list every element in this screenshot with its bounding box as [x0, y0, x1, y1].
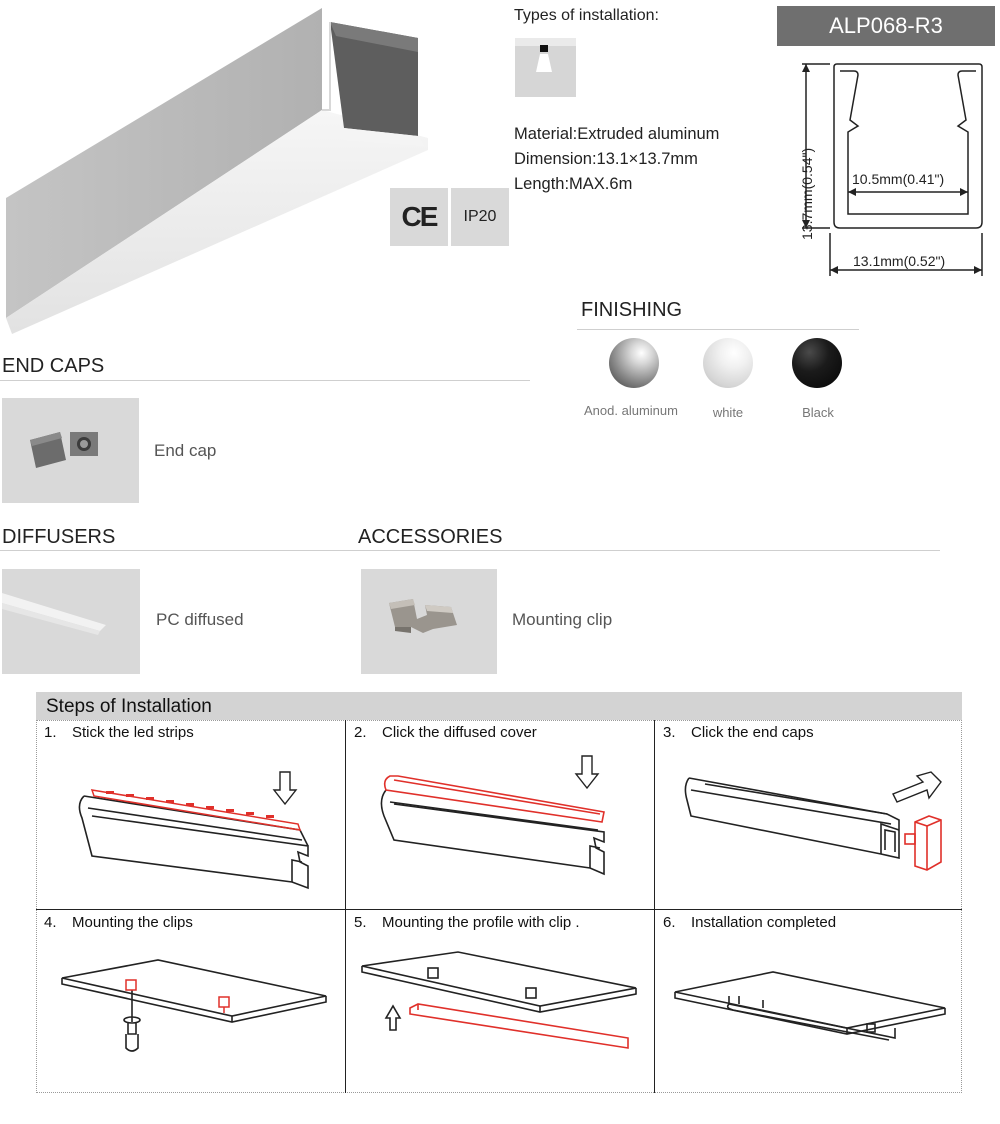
model-number: ALP068-R3: [777, 6, 995, 46]
ip20-badge: IP20: [451, 188, 509, 246]
height-dimension-label: 13.7mm(0.54"): [799, 147, 815, 240]
accessories-title: ACCESSORIES: [358, 526, 503, 548]
step-2-label: Click the diffused cover: [382, 724, 537, 741]
step-6-illustration: [655, 910, 963, 1093]
step-6-label: Installation completed: [691, 914, 837, 931]
step-4: [36, 910, 345, 1093]
step-1-label: Stick the led strips: [72, 724, 194, 741]
finish-label-white: white: [712, 405, 744, 420]
installation-title: Types of installation:: [514, 7, 659, 24]
end-caps-title: END CAPS: [2, 355, 105, 377]
profile-hero-image: [0, 0, 440, 340]
mounting-clip-label: Mounting clip: [512, 610, 613, 629]
step-6-number: 6.: [663, 914, 676, 931]
end-cap-image: [2, 398, 139, 503]
end-caps-divider: [0, 380, 530, 381]
pc-diffuser-label: PC diffused: [156, 610, 244, 629]
installation-steps-panel: [36, 692, 962, 1093]
spec-length: Length:MAX.6m: [514, 175, 633, 193]
finishing-title: FINISHING: [581, 299, 683, 321]
ce-badge: CE: [390, 188, 448, 246]
step-3-illustration: [655, 720, 963, 910]
steps-header: [36, 692, 962, 720]
inner-width-dimension-label: 10.5mm(0.41"): [852, 171, 945, 187]
mounting-clip-image: [361, 569, 497, 674]
step-3: [654, 720, 962, 910]
step-4-label: Mounting the clips: [72, 914, 193, 931]
pc-diffuser-image: [2, 569, 140, 674]
step-4-number: 4.: [44, 914, 57, 931]
step-1-illustration: [36, 720, 345, 910]
step-5-label: Mounting the profile with clip .: [382, 914, 580, 931]
step-1: [36, 720, 345, 910]
recessed-installation-icon: [515, 38, 576, 97]
step-1-number: 1.: [44, 724, 57, 741]
diffusers-accessories-divider: [0, 550, 940, 551]
step-2-illustration: [346, 720, 655, 910]
finishing-divider: [577, 329, 859, 330]
steps-title: Steps of Installation: [46, 696, 212, 717]
step-4-illustration: [36, 910, 345, 1093]
finish-label-anodized: Anod. aluminum: [584, 403, 678, 418]
step-5: [345, 910, 654, 1093]
diffusers-title: DIFFUSERS: [2, 526, 116, 548]
white-swatch: [703, 338, 753, 388]
spec-dimension: Dimension:13.1×13.7mm: [514, 150, 698, 168]
black-swatch: [792, 338, 842, 388]
finish-label-black: Black: [802, 405, 834, 420]
step-5-number: 5.: [354, 914, 367, 931]
step-3-number: 3.: [663, 724, 676, 741]
anodized-aluminum-swatch: [609, 338, 659, 388]
end-cap-label: End cap: [154, 441, 217, 460]
step-6: [654, 910, 962, 1093]
step-2: [345, 720, 654, 910]
width-dimension-label: 13.1mm(0.52"): [853, 253, 946, 269]
step-5-illustration: [346, 910, 655, 1093]
step-2-number: 2.: [354, 724, 367, 741]
step-3-label: Click the end caps: [691, 724, 814, 741]
spec-material: Material:Extruded aluminum: [514, 125, 720, 143]
